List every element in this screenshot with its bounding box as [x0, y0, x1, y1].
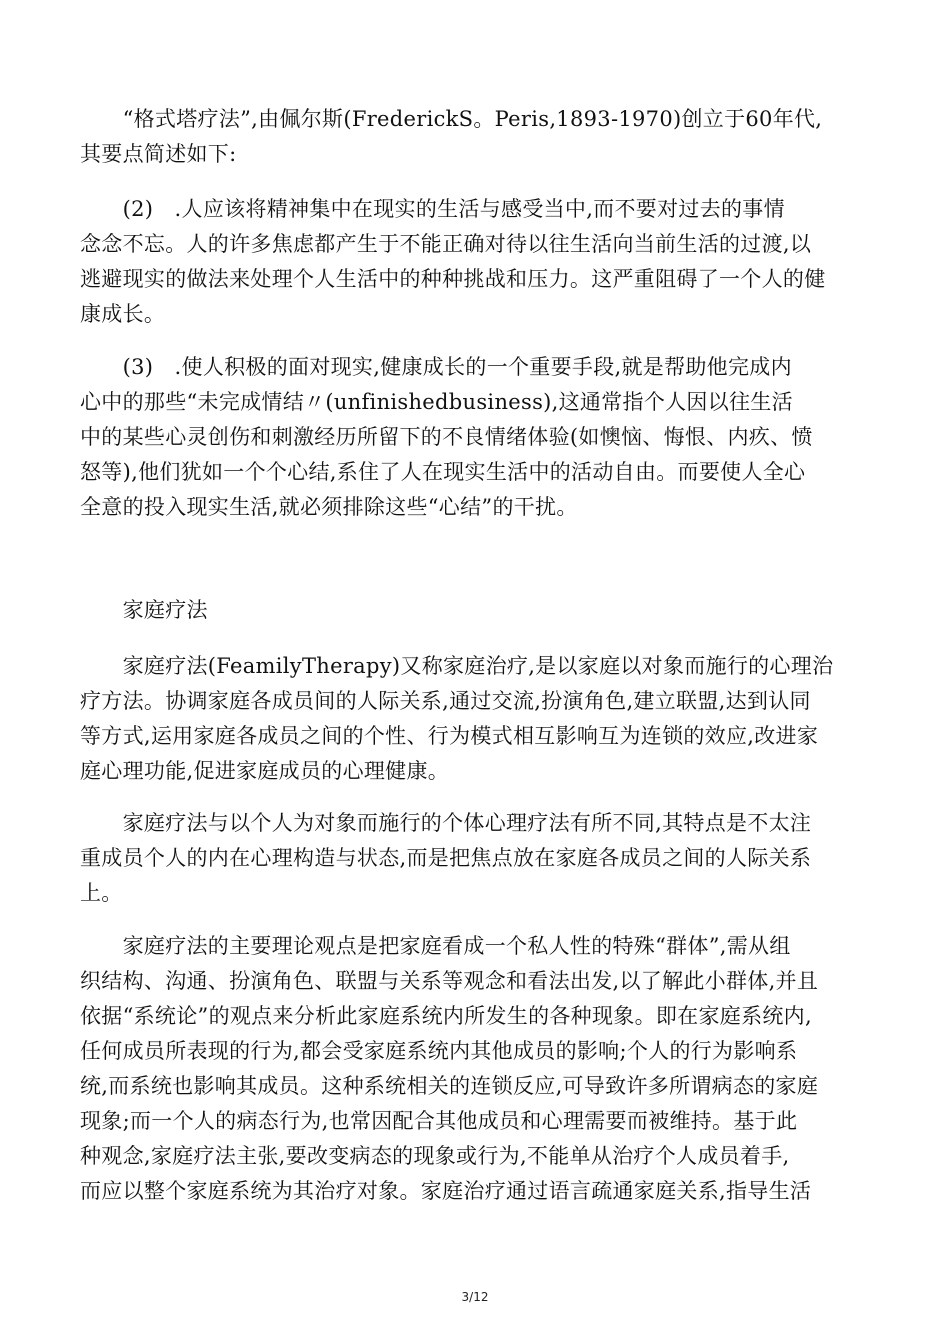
text-line: 疗方法。协调家庭各成员间的人际关系,通过交流,扮演角色,建立联盟,达到认同: [80, 689, 811, 713]
text-line: 依据“系统论”的观点来分析此家庭系统内所发生的各种现象。即在家庭系统内,: [80, 1004, 812, 1028]
page-number: 3/12: [461, 1290, 489, 1304]
text-line: 家庭疗法与以个人为对象而施行的个体心理疗法有所不同,其特点是不太注: [80, 811, 812, 835]
text-line: 其要点简述如下:: [80, 142, 237, 166]
text-line: 统,而系统也影响其成员。这种系统相关的连锁反应,可导致许多所谓病态的家庭: [80, 1074, 819, 1098]
paragraph-family-therapy-theory: [80, 929, 872, 1209]
section-heading: 家庭疗法: [80, 598, 208, 622]
text-line: 中的某些心灵创伤和刺激经历所留下的不良情绪体验(如懊恼、悔恨、内疚、愤: [80, 425, 813, 449]
text-line: 逃避现实的做法来处理个人生活中的种种挑战和压力。这严重阻碍了一个人的健: [80, 267, 826, 291]
text-line: “格式塔疗法”,由佩尔斯(FrederickS。Peris,1893-1970)创立于60年代,: [80, 107, 823, 131]
text-line: 织结构、沟通、扮演角色、联盟与关系等观念和看法出发,以了解此小群体,并且: [80, 969, 819, 993]
text-line: 庭心理功能,促进家庭成员的心理健康。: [80, 759, 450, 783]
paragraph-point-2: [80, 192, 872, 332]
paragraph-gestalt-intro: [80, 102, 872, 172]
text-line: 种观念,家庭疗法主张,要改变病态的现象或行为,不能单从治疗个人成员着手,: [80, 1144, 790, 1168]
paragraph-family-therapy-difference: [80, 806, 872, 911]
text-line: 怒等),他们犹如一个个心结,系住了人在现实生活中的活动自由。而要使人全心: [80, 460, 806, 484]
text-line: 家庭疗法的主要理论观点是把家庭看成一个私人性的特殊“群体”,需从组: [80, 934, 791, 958]
text-line: 康成长。: [80, 302, 166, 326]
text-line: 念念不忘。人的许多焦虑都产生于不能正确对待以往生活向当前生活的过渡,以: [80, 232, 812, 256]
text-line: 等方式,运用家庭各成员之间的个性、行为模式相互影响互为连锁的效应,改进家: [80, 724, 819, 748]
text-line: (3) .使人积极的面对现实,健康成长的一个重要手段,就是帮助他完成内: [80, 355, 792, 379]
text-line: 心中的那些“未完成情结〃(unfinishedbusiness),这通常指个人因以往生活: [80, 390, 793, 414]
text-line: 而应以整个家庭系统为其治疗对象。家庭治疗通过语言疏通家庭关系,指导生活: [80, 1179, 812, 1203]
text-line: 家庭疗法(FeamilyTherapy)又称家庭治疗,是以家庭以对象而施行的心理治: [80, 654, 834, 678]
paragraph-family-therapy-definition: [80, 649, 872, 789]
paragraph-point-3: [80, 350, 872, 525]
text-line: 上。: [80, 881, 123, 905]
text-line: 现象;而一个人的病态行为,也常因配合其他成员和心理需要而被维持。基于此: [80, 1109, 798, 1133]
text-line: 任何成员所表现的行为,都会受家庭系统内其他成员的影响;个人的行为影响系: [80, 1039, 798, 1063]
section-heading-family-therapy: [80, 593, 872, 628]
text-line: (2) .人应该将精神集中在现实的生活与感受当中,而不要对过去的事情: [80, 197, 785, 221]
text-line: 重成员个人的内在心理构造与状态,而是把焦点放在家庭各成员之间的人际关系: [80, 846, 812, 870]
text-line: 全意的投入现实生活,就必须排除这些“心结”的干扰。: [80, 495, 578, 519]
